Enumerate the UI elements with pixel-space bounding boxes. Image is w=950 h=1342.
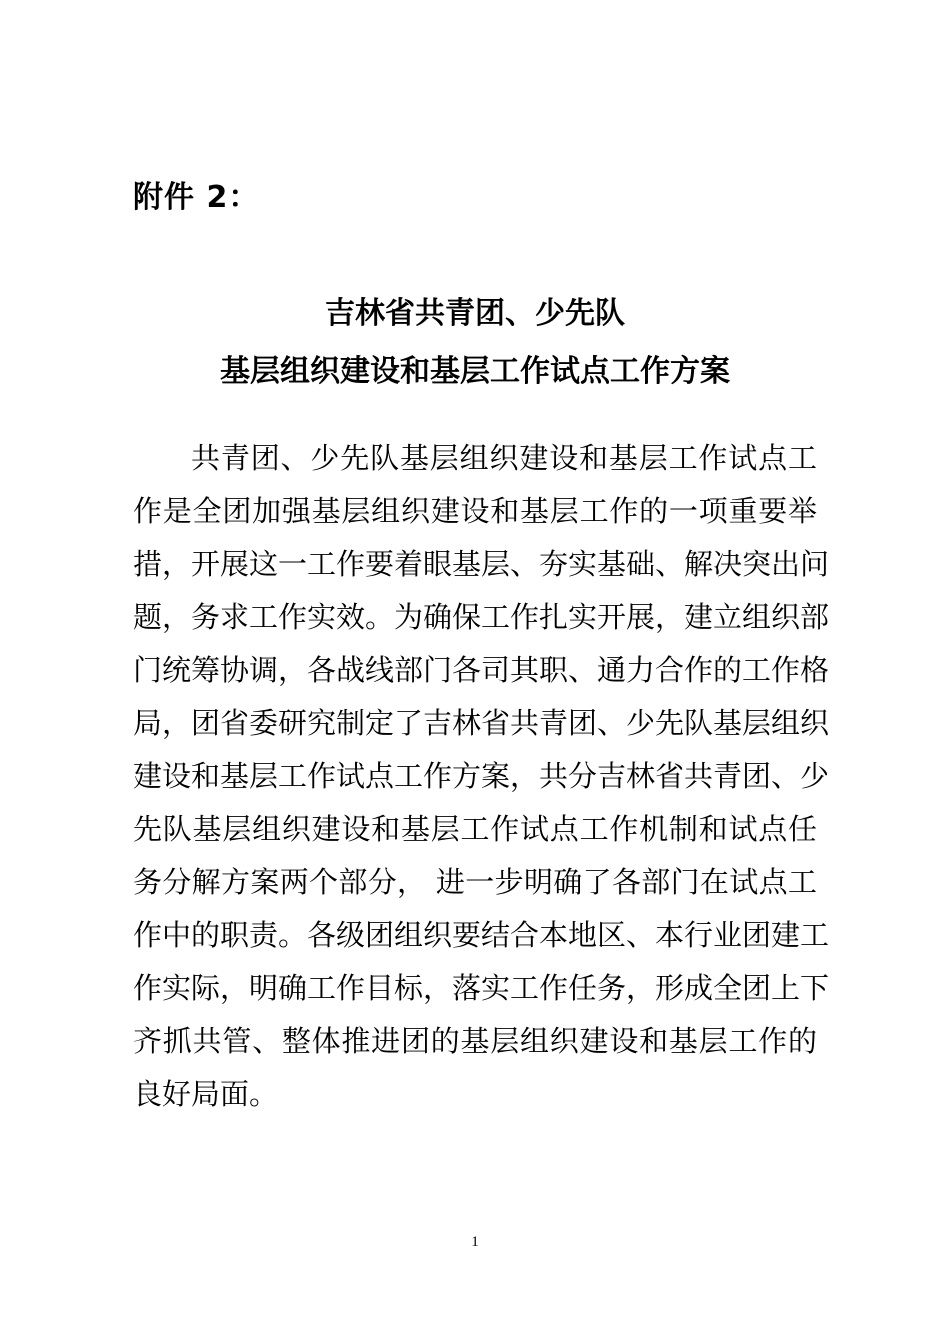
body-paragraph-line: 共青团、少先队基层组织建设和基层工作试点工	[191, 441, 817, 475]
document-title-line-2: 基层组织建设和基层工作试点工作方案	[220, 354, 730, 389]
body-paragraph-line: 作实际，明确工作目标，落实工作任务，形成全团上下	[133, 971, 830, 1005]
page-number: 1	[471, 1234, 479, 1250]
body-paragraph-line: 先队基层组织建设和基层工作试点工作机制和试点任	[133, 812, 817, 846]
body-paragraph-line: 措，开展这一工作要着眼基层、夯实基础、解决突出问	[133, 547, 830, 581]
body-paragraph-line: 题，务求工作实效。为确保工作扎实开展，建立组织部	[133, 600, 830, 634]
body-paragraph-line: 务分解方案两个部分， 进一步明确了各部门在试点工	[133, 865, 817, 899]
body-paragraph-line: 作中的职责。各级团组织要结合本地区、本行业团建工	[133, 918, 830, 952]
body-paragraph-line: 齐抓共管、整体推进团的基层组织建设和基层工作的	[133, 1024, 817, 1058]
document-title-line-1: 吉林省共青团、少先队	[325, 296, 625, 331]
body-paragraph-line: 门统筹协调，各战线部门各司其职、通力合作的工作格	[133, 653, 830, 687]
attachment-label: 附件 2：	[133, 180, 260, 215]
body-paragraph-line: 局，团省委研究制定了吉林省共青团、少先队基层组织	[133, 706, 830, 740]
body-paragraph-line: 良好局面。	[133, 1077, 279, 1111]
body-paragraph-line: 建设和基层工作试点工作方案，共分吉林省共青团、少	[133, 759, 830, 793]
body-paragraph-line: 作是全团加强基层组织建设和基层工作的一项重要举	[133, 494, 817, 528]
